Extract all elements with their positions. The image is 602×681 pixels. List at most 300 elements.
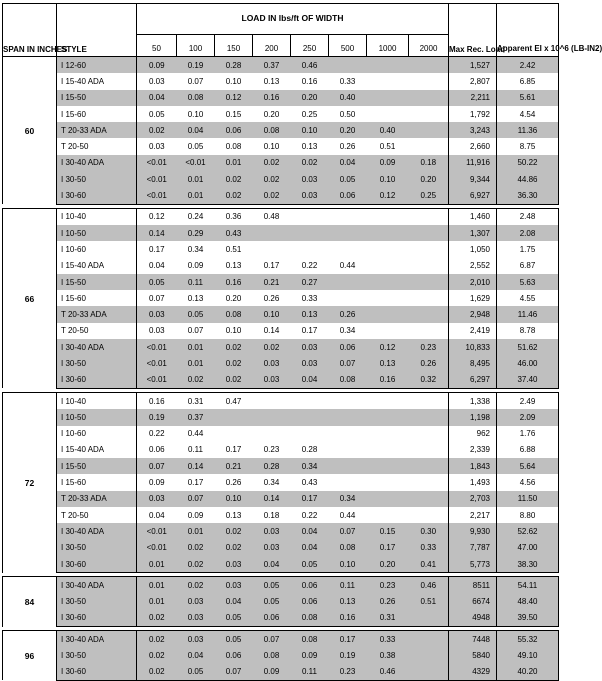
ei-cell: 8.75 — [497, 138, 559, 154]
load-cell: 0.41 — [409, 556, 449, 573]
load-cell — [253, 409, 291, 425]
style-cell: I 15-60 — [57, 290, 137, 306]
load-cell: 0.27 — [291, 274, 329, 290]
style-cell: T 20-33 ADA — [57, 491, 137, 507]
load-cell: <0.01 — [177, 155, 215, 171]
load-cell: 0.09 — [148, 478, 165, 488]
load-cell: 0.04 — [137, 90, 177, 106]
load-cell — [367, 241, 409, 257]
load-cell — [367, 442, 409, 458]
load-cell — [409, 138, 449, 154]
load-cell: 0.46 — [291, 57, 329, 74]
style-cell: I 15-40 ADA — [57, 73, 137, 89]
ei-cell: 5.64 — [497, 458, 559, 474]
load-cell: 0.03 — [253, 540, 291, 556]
ei-cell: 2.42 — [497, 57, 559, 74]
table-row — [3, 241, 559, 257]
style-cell: I 12-60 — [57, 57, 137, 74]
load-cell: 0.17 — [148, 244, 165, 254]
load-cell: 0.01 — [137, 556, 177, 573]
load-cell: 0.06 — [215, 647, 253, 663]
style-cell: I 15-60 — [57, 474, 137, 490]
load-cell: 0.08 — [215, 306, 253, 322]
load-cell — [367, 409, 409, 425]
ei-cell: 4.54 — [497, 106, 559, 122]
ei-cell: 49.10 — [497, 647, 559, 663]
load-cell: 0.03 — [291, 171, 329, 187]
load-cell — [367, 225, 409, 241]
load-cell: 0.01 — [177, 355, 215, 371]
table-row — [3, 556, 559, 573]
ei-cell: 2.08 — [497, 225, 559, 241]
load-cell — [367, 392, 409, 409]
max-rec-cell: 7448 — [449, 631, 497, 648]
load-cell: 0.22 — [301, 510, 318, 520]
max-rec-cell: 6674 — [449, 594, 497, 610]
load-cell: 0.06 — [329, 339, 367, 355]
span-cell: 72 — [3, 392, 57, 572]
load-cell: 0.44 — [339, 261, 356, 271]
load-cell: 0.30 — [409, 523, 449, 539]
ei-cell: 37.40 — [497, 372, 559, 389]
load-cell: 0.03 — [177, 610, 215, 627]
load-table-sheet — [0, 3, 602, 681]
load-cell: 0.10 — [215, 491, 253, 507]
load-cell — [329, 409, 367, 425]
ei-cell: 11.46 — [497, 306, 559, 322]
max-rec-cell: 2,660 — [449, 138, 497, 154]
max-rec-cell: 2,703 — [449, 491, 497, 507]
style-cell: I 30-40 ADA — [57, 339, 137, 355]
load-cell: 0.01 — [177, 187, 215, 204]
load-cell: 0.51 — [225, 244, 242, 254]
table-row — [3, 73, 559, 89]
load-cell: 0.20 — [367, 556, 409, 573]
load-cell: 0.06 — [291, 577, 329, 594]
load-cell — [409, 225, 449, 241]
table-row — [3, 540, 559, 556]
load-cell: 0.12 — [367, 339, 409, 355]
load-cell: 0.43 — [215, 225, 253, 241]
table-body — [3, 57, 559, 681]
ei-cell: 6.85 — [497, 73, 559, 89]
load-cell: 0.23 — [329, 664, 367, 681]
style-cell: T 20-33 ADA — [57, 306, 137, 322]
table-row — [3, 323, 559, 339]
load-cell: 0.48 — [253, 208, 291, 225]
max-rec-cell: 1,050 — [449, 241, 497, 257]
table-row — [3, 187, 559, 204]
load-cell: 0.11 — [177, 274, 215, 290]
span-cell: 96 — [3, 631, 57, 681]
load-cell: 0.34 — [329, 491, 367, 507]
load-cell: 0.02 — [253, 171, 291, 187]
load-cell — [409, 323, 449, 339]
style-cell: I 30-60 — [57, 556, 137, 573]
load-cell: 0.03 — [137, 491, 177, 507]
load-cell — [329, 442, 367, 458]
max-rec-cell: 1,843 — [449, 458, 497, 474]
max-rec-cell: 7,787 — [449, 540, 497, 556]
load-cell: 0.02 — [291, 155, 329, 171]
ei-cell: 4.55 — [497, 290, 559, 306]
load-cell — [367, 57, 409, 74]
load-cell: 0.09 — [187, 510, 204, 520]
load-cell: 0.37 — [253, 57, 291, 74]
load-cell — [367, 90, 409, 106]
load-cell: 0.05 — [253, 594, 291, 610]
load-cell — [329, 474, 367, 490]
style-cell: I 30-60 — [57, 664, 137, 681]
load-cell: 0.02 — [177, 556, 215, 573]
load-cell: 0.02 — [253, 187, 291, 204]
max-rec-cell: 2,010 — [449, 274, 497, 290]
style-cell: I 30-60 — [57, 372, 137, 389]
load-cell — [409, 507, 449, 523]
load-cell: 0.03 — [177, 631, 215, 648]
load-cell: 0.13 — [291, 306, 329, 322]
ei-cell: 54.11 — [497, 577, 559, 594]
table-row — [3, 610, 559, 627]
load-cell: 0.03 — [253, 523, 291, 539]
load-cell: 0.51 — [379, 142, 396, 152]
style-cell: I 10-50 — [57, 225, 137, 241]
load-cell: 0.05 — [291, 556, 329, 573]
load-cell: 0.05 — [187, 142, 204, 152]
load-cell — [367, 458, 409, 474]
table-row — [3, 594, 559, 610]
load-cell — [409, 647, 449, 663]
load-cell: 0.03 — [177, 594, 215, 610]
span-cell: 60 — [3, 57, 57, 205]
span-cell: 66 — [3, 208, 57, 388]
max-rec-header: Max Rec. Load — [449, 4, 497, 57]
table-row — [3, 392, 559, 409]
ei-cell: 8.78 — [497, 323, 559, 339]
load-cell — [367, 274, 409, 290]
ei-cell: 40.20 — [497, 664, 559, 681]
load-cell: 0.04 — [253, 556, 291, 573]
load-cell: 0.33 — [367, 631, 409, 648]
table-row — [3, 426, 559, 442]
ei-cell: 2.49 — [497, 392, 559, 409]
ei-cell: 1.76 — [497, 426, 559, 442]
table-row — [3, 138, 559, 154]
load-cell — [409, 274, 449, 290]
load-cell: 0.02 — [215, 171, 253, 187]
load-cell — [367, 106, 409, 122]
load-cell: 0.02 — [137, 664, 177, 681]
load-cell — [409, 442, 449, 458]
load-cell — [367, 290, 409, 306]
load-value-header: 50 — [137, 35, 177, 57]
load-cell — [253, 392, 291, 409]
load-cell: 0.17 — [225, 445, 242, 455]
load-cell: 0.03 — [137, 306, 177, 322]
load-cell: 0.07 — [329, 523, 367, 539]
style-cell: I 30-40 ADA — [57, 155, 137, 171]
load-value-header: 250 — [291, 35, 329, 57]
load-cell: 0.34 — [187, 244, 204, 254]
load-cell: 0.37 — [177, 409, 215, 425]
style-cell: T 20-50 — [57, 507, 137, 523]
load-cell: 0.09 — [291, 647, 329, 663]
table-row — [3, 372, 559, 389]
load-cell: 0.01 — [177, 339, 215, 355]
table-row — [3, 523, 559, 539]
load-cell: 0.10 — [225, 326, 242, 336]
load-cell: 0.23 — [263, 445, 280, 455]
load-cell: 0.26 — [329, 306, 367, 322]
load-cell — [367, 426, 409, 442]
load-cell: 0.02 — [215, 339, 253, 355]
load-cell: 0.11 — [188, 445, 203, 455]
load-cell — [253, 241, 291, 257]
ei-cell: 6.88 — [497, 442, 559, 458]
load-value-header: 150 — [215, 35, 253, 57]
max-rec-cell: 5,773 — [449, 556, 497, 573]
load-value-header: 100 — [177, 35, 215, 57]
load-cell: 0.02 — [177, 540, 215, 556]
table-row — [3, 90, 559, 106]
ei-header: Apparent EI x 10^6 (LB-IN2) — [497, 4, 559, 57]
load-cell: 0.12 — [367, 187, 409, 204]
load-cell: 0.04 — [291, 523, 329, 539]
ei-cell: 2.09 — [497, 409, 559, 425]
load-cell — [253, 225, 291, 241]
ei-cell: 5.63 — [497, 274, 559, 290]
load-cell: 0.40 — [329, 90, 367, 106]
ei-cell: 8.80 — [497, 507, 559, 523]
load-cell: 0.13 — [367, 355, 409, 371]
load-cell: 0.20 — [291, 90, 329, 106]
load-cell: 0.17 — [263, 261, 280, 271]
style-cell: I 10-40 — [57, 208, 137, 225]
table-row — [3, 631, 559, 648]
load-cell: 0.12 — [215, 90, 253, 106]
max-rec-cell: 4948 — [449, 610, 497, 627]
table-row — [3, 122, 559, 138]
load-cell: 0.02 — [137, 647, 177, 663]
load-cell: 0.07 — [177, 491, 215, 507]
load-cell: 0.04 — [177, 122, 215, 138]
span-cell: 84 — [3, 577, 57, 627]
load-cell: 0.05 — [215, 631, 253, 648]
load-cell: 0.26 — [225, 478, 242, 488]
load-cell: 0.13 — [225, 510, 242, 520]
load-cell: 0.10 — [291, 122, 329, 138]
load-cell: 0.07 — [329, 355, 367, 371]
load-cell: 0.02 — [215, 372, 253, 389]
max-rec-cell: 8511 — [449, 577, 497, 594]
load-cell: 0.34 — [263, 478, 280, 488]
load-cell: 0.17 — [291, 491, 329, 507]
style-cell: T 20-50 — [57, 138, 137, 154]
load-cell — [329, 458, 367, 474]
load-cell: 0.03 — [148, 76, 165, 86]
load-cell: <0.01 — [137, 187, 177, 204]
load-cell: 0.02 — [137, 610, 177, 627]
load-cell: 0.06 — [329, 187, 367, 204]
style-cell: I 30-40 ADA — [57, 523, 137, 539]
style-cell: T 20-33 ADA — [57, 122, 137, 138]
load-value-header: 200 — [253, 35, 291, 57]
load-cell: 0.47 — [215, 392, 253, 409]
load-cell: 0.05 — [177, 664, 215, 681]
max-rec-cell: 6,927 — [449, 187, 497, 204]
load-cell: 0.26 — [263, 293, 280, 303]
max-rec-cell: 1,460 — [449, 208, 497, 225]
load-cell: 0.26 — [367, 594, 409, 610]
load-cell: 0.31 — [177, 392, 215, 409]
load-cell: 0.12 — [137, 208, 177, 225]
load-cell: 0.25 — [301, 109, 318, 119]
load-cell: 0.43 — [301, 478, 318, 488]
load-cell: 0.17 — [329, 631, 367, 648]
load-cell: 0.07 — [187, 76, 204, 86]
ei-cell: 47.00 — [497, 540, 559, 556]
load-cell — [409, 610, 449, 627]
load-cell: 0.08 — [177, 90, 215, 106]
load-cell: 0.04 — [148, 261, 165, 271]
load-cell: 0.10 — [253, 306, 291, 322]
max-rec-cell: 1,493 — [449, 474, 497, 490]
load-cell: 0.13 — [263, 76, 280, 86]
ei-cell: 39.50 — [497, 610, 559, 627]
load-cell: <0.01 — [137, 355, 177, 371]
load-cell — [409, 491, 449, 507]
load-cell — [409, 474, 449, 490]
load-value-header: 500 — [329, 35, 367, 57]
max-rec-cell: 5840 — [449, 647, 497, 663]
style-cell: I 30-50 — [57, 647, 137, 663]
style-cell: I 30-50 — [57, 540, 137, 556]
style-cell: I 10-60 — [57, 241, 137, 257]
load-cell: 0.38 — [367, 647, 409, 663]
table-row — [3, 306, 559, 322]
table-row — [3, 577, 559, 594]
load-cell: 0.04 — [215, 594, 253, 610]
table-row — [3, 355, 559, 371]
max-rec-cell: 1,307 — [449, 225, 497, 241]
load-cell: 0.16 — [253, 90, 291, 106]
load-cell: 0.19 — [137, 409, 177, 425]
load-cell — [367, 507, 409, 523]
max-rec-cell: 6,297 — [449, 372, 497, 389]
load-cell: 0.26 — [409, 355, 449, 371]
load-cell: 0.29 — [177, 225, 215, 241]
table-row — [3, 57, 559, 74]
max-rec-cell: 962 — [449, 426, 497, 442]
load-cell: 0.08 — [253, 122, 291, 138]
load-cell: 0.01 — [177, 523, 215, 539]
load-cell — [409, 458, 449, 474]
ei-cell: 4.56 — [497, 474, 559, 490]
max-rec-cell: 9,344 — [449, 171, 497, 187]
load-cell — [367, 323, 409, 339]
load-cell: 0.01 — [137, 577, 177, 594]
load-cell: 0.09 — [187, 261, 204, 271]
load-cell: <0.01 — [137, 171, 177, 187]
load-cell: 0.03 — [215, 556, 253, 573]
load-cell: 0.01 — [137, 594, 177, 610]
load-cell: 0.13 — [187, 293, 204, 303]
max-rec-cell: 11,916 — [449, 155, 497, 171]
load-cell: 0.04 — [329, 155, 367, 171]
load-cell: 0.31 — [367, 610, 409, 627]
load-cell: 0.21 — [215, 458, 253, 474]
load-span-table — [2, 3, 602, 681]
max-rec-cell: 9,930 — [449, 523, 497, 539]
load-cell: 0.33 — [301, 293, 318, 303]
load-cell: <0.01 — [137, 339, 177, 355]
load-cell — [367, 73, 409, 89]
load-cell: 0.24 — [177, 208, 215, 225]
load-cell — [291, 392, 329, 409]
table-row — [3, 225, 559, 241]
table-row — [3, 442, 559, 458]
max-rec-cell: 1,338 — [449, 392, 497, 409]
style-cell: I 30-50 — [57, 355, 137, 371]
load-cell: <0.01 — [137, 155, 177, 171]
ei-cell: 55.32 — [497, 631, 559, 648]
load-cell — [215, 409, 253, 425]
load-cell: 0.44 — [187, 429, 204, 439]
load-cell — [329, 290, 367, 306]
load-cell: <0.01 — [137, 523, 177, 539]
load-cell: 0.04 — [148, 510, 165, 520]
load-cell: 0.08 — [291, 631, 329, 648]
load-cell — [409, 426, 449, 442]
load-cell: 0.10 — [367, 171, 409, 187]
load-cell — [291, 241, 329, 257]
style-cell: I 30-60 — [57, 187, 137, 204]
ei-cell: 5.61 — [497, 90, 559, 106]
load-cell — [409, 631, 449, 648]
style-cell: I 30-60 — [57, 610, 137, 627]
load-cell: 0.02 — [253, 155, 291, 171]
load-cell: 0.04 — [291, 372, 329, 389]
load-cell — [329, 274, 367, 290]
table-row — [3, 507, 559, 523]
table-row — [3, 491, 559, 507]
max-rec-cell: 2,552 — [449, 258, 497, 274]
load-cell: 0.07 — [187, 326, 204, 336]
load-cell: 0.03 — [291, 339, 329, 355]
load-value-header: 2000 — [409, 35, 449, 57]
load-cell: 0.28 — [215, 57, 253, 74]
load-cell: 0.32 — [409, 372, 449, 389]
load-cell — [329, 208, 367, 225]
load-cell: 0.08 — [329, 372, 367, 389]
ei-cell: 36.30 — [497, 187, 559, 204]
load-cell: 0.03 — [148, 142, 165, 152]
load-cell: 0.40 — [367, 122, 409, 138]
load-cell: 0.11 — [329, 577, 367, 594]
load-cell: 0.14 — [263, 326, 280, 336]
ei-cell: 48.40 — [497, 594, 559, 610]
load-cell — [215, 426, 253, 442]
load-cell: 0.02 — [215, 523, 253, 539]
style-cell: I 30-50 — [57, 594, 137, 610]
load-cell: 0.18 — [409, 155, 449, 171]
load-cell: 0.01 — [215, 155, 253, 171]
load-cell — [329, 241, 367, 257]
load-cell: 0.26 — [339, 142, 356, 152]
ei-cell: 38.30 — [497, 556, 559, 573]
load-cell — [367, 208, 409, 225]
max-rec-cell: 1,527 — [449, 57, 497, 74]
